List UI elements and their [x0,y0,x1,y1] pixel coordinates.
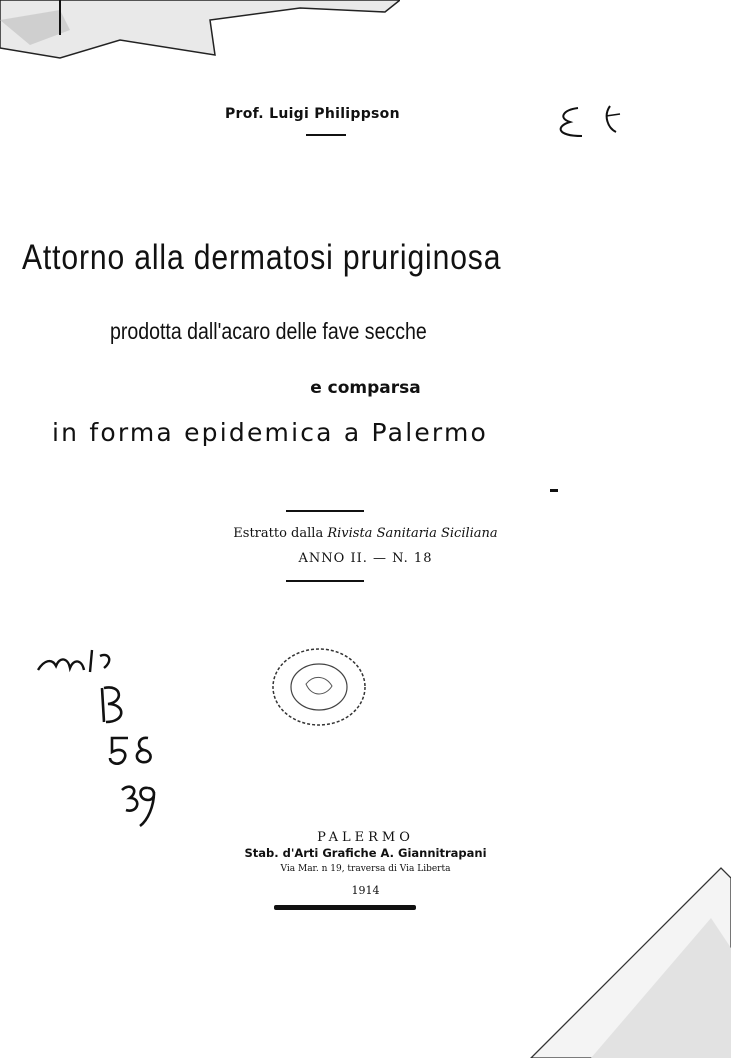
imprint-press: Stab. d'Arti Grafiche A. Giannitrapani [244,846,487,860]
handwritten-shelfmark [30,630,180,830]
issue-number: ANNO II. — N. 18 [298,551,433,566]
author: Prof. Luigi Philippson [225,106,400,122]
year-rule [274,905,416,910]
scan-edge-top-left [0,0,400,70]
subtitle-3: in forma epidemica a Palermo [52,418,489,447]
section-rule-bottom [286,580,364,582]
library-stamp [266,644,372,730]
extract-prefix: Estratto dalla [233,526,324,541]
extract-line [0,526,731,541]
subtitle-1: prodotta dall'acaro delle fave secche [110,318,427,344]
stray-dash [550,489,558,492]
imprint-city: PALERMO [317,830,414,845]
journal-name: Rivista Sanitaria Siciliana [327,526,498,541]
title: Attorno alla dermatosi pruriginosa [22,238,502,277]
section-rule-top [286,510,364,512]
imprint-address: Via Mar. n 19, traversa di Via Liberta [280,864,451,874]
imprint-year: 1914 [351,884,380,897]
handwritten-mark-icon [548,98,638,146]
author-rule [306,134,346,136]
subtitle-2: e comparsa [310,378,421,398]
